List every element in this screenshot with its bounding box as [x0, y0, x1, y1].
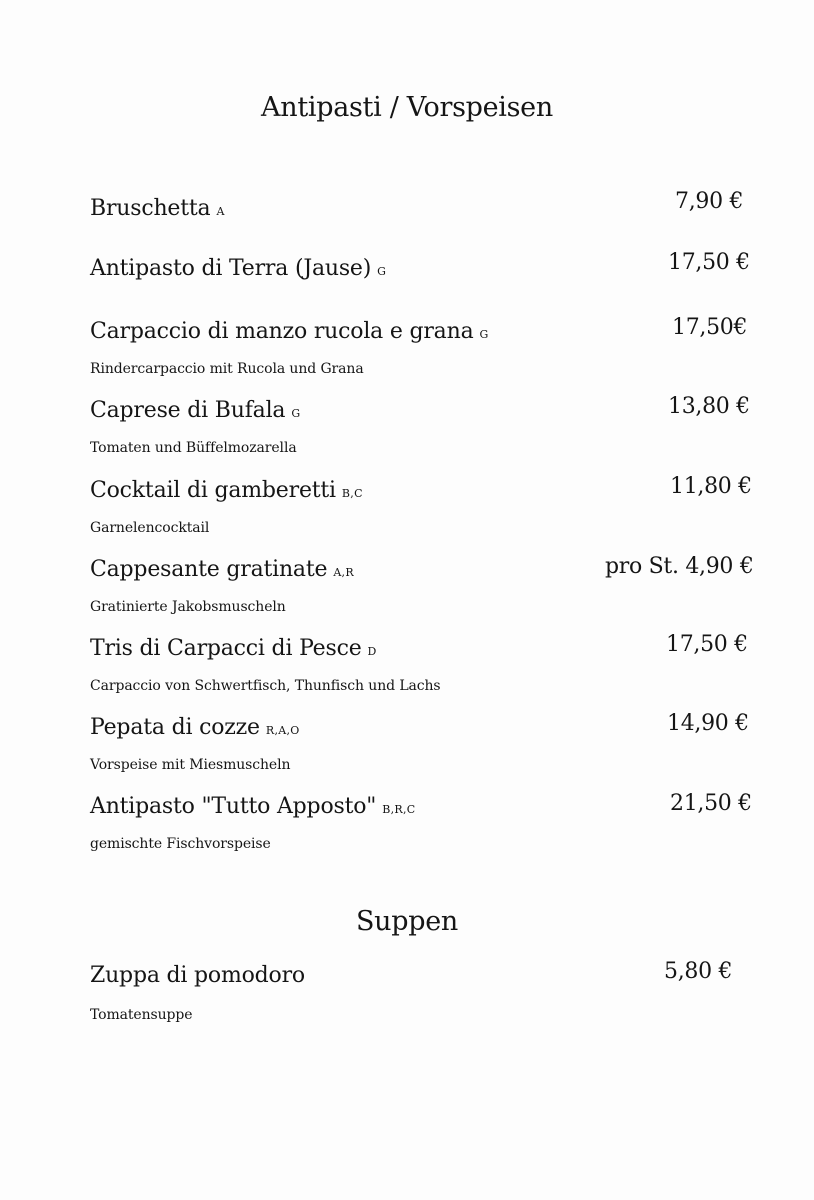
allergen-codes: B,R,C: [382, 803, 416, 816]
dish-price: 17,50 €: [666, 632, 748, 657]
dish-name: Antipasto di Terra (Jause) G: [90, 256, 387, 281]
dish-name: Bruschetta A: [90, 196, 225, 221]
dish-description: Gratinierte Jakobsmuscheln: [90, 599, 286, 615]
allergen-codes: G: [479, 328, 489, 341]
section-title-suppen: Suppen: [355, 906, 459, 937]
allergen-codes: G: [291, 407, 301, 420]
dish-name: Caprese di Bufala G: [90, 398, 301, 423]
dish-price: 17,50 €: [668, 250, 750, 275]
dish-name: Antipasto "Tutto Apposto" B,R,C: [90, 794, 416, 819]
dish-price: 21,50 €: [670, 791, 752, 816]
allergen-codes: G: [377, 265, 387, 278]
dish-name: Pepata di cozze R,A,O: [90, 715, 300, 740]
dish-description: Tomatensuppe: [90, 1007, 193, 1023]
allergen-codes: B,C: [341, 487, 363, 500]
dish-description: Tomaten und Büffelmozarella: [90, 440, 297, 456]
dish-price: 5,80 €: [664, 959, 733, 984]
dish-price: 11,80 €: [670, 474, 752, 499]
dish-description: Garnelencocktail: [90, 520, 210, 536]
allergen-codes: A: [216, 205, 225, 218]
dish-name: Tris di Carpacci di Pesce D: [90, 636, 377, 661]
allergen-codes: A,R: [333, 566, 354, 579]
dish-description: Rindercarpaccio mit Rucola und Grana: [90, 361, 364, 377]
dish-price: 13,80 €: [668, 394, 750, 419]
dish-price: 17,50€: [672, 315, 748, 340]
dish-name: Carpaccio di manzo rucola e grana G: [90, 319, 489, 344]
dish-name: Cocktail di gamberetti B,C: [90, 478, 363, 503]
allergen-codes: D: [367, 645, 377, 658]
dish-price: 14,90 €: [667, 711, 749, 736]
allergen-codes: R,A,O: [265, 724, 300, 737]
dish-description: Carpaccio von Schwertfisch, Thunfisch und Lachs: [90, 678, 441, 694]
dish-price: pro St. 4,90 €: [605, 554, 754, 579]
dish-name: Zuppa di pomodoro: [90, 963, 305, 988]
dish-description: gemischte Fischvorspeise: [90, 836, 271, 852]
dish-name: Cappesante gratinate A,R: [90, 557, 354, 582]
dish-description: Vorspeise mit Miesmuscheln: [90, 757, 291, 773]
dish-price: 7,90 €: [675, 189, 744, 214]
section-title-antipasti: Antipasti / Vorspeisen: [261, 92, 553, 123]
